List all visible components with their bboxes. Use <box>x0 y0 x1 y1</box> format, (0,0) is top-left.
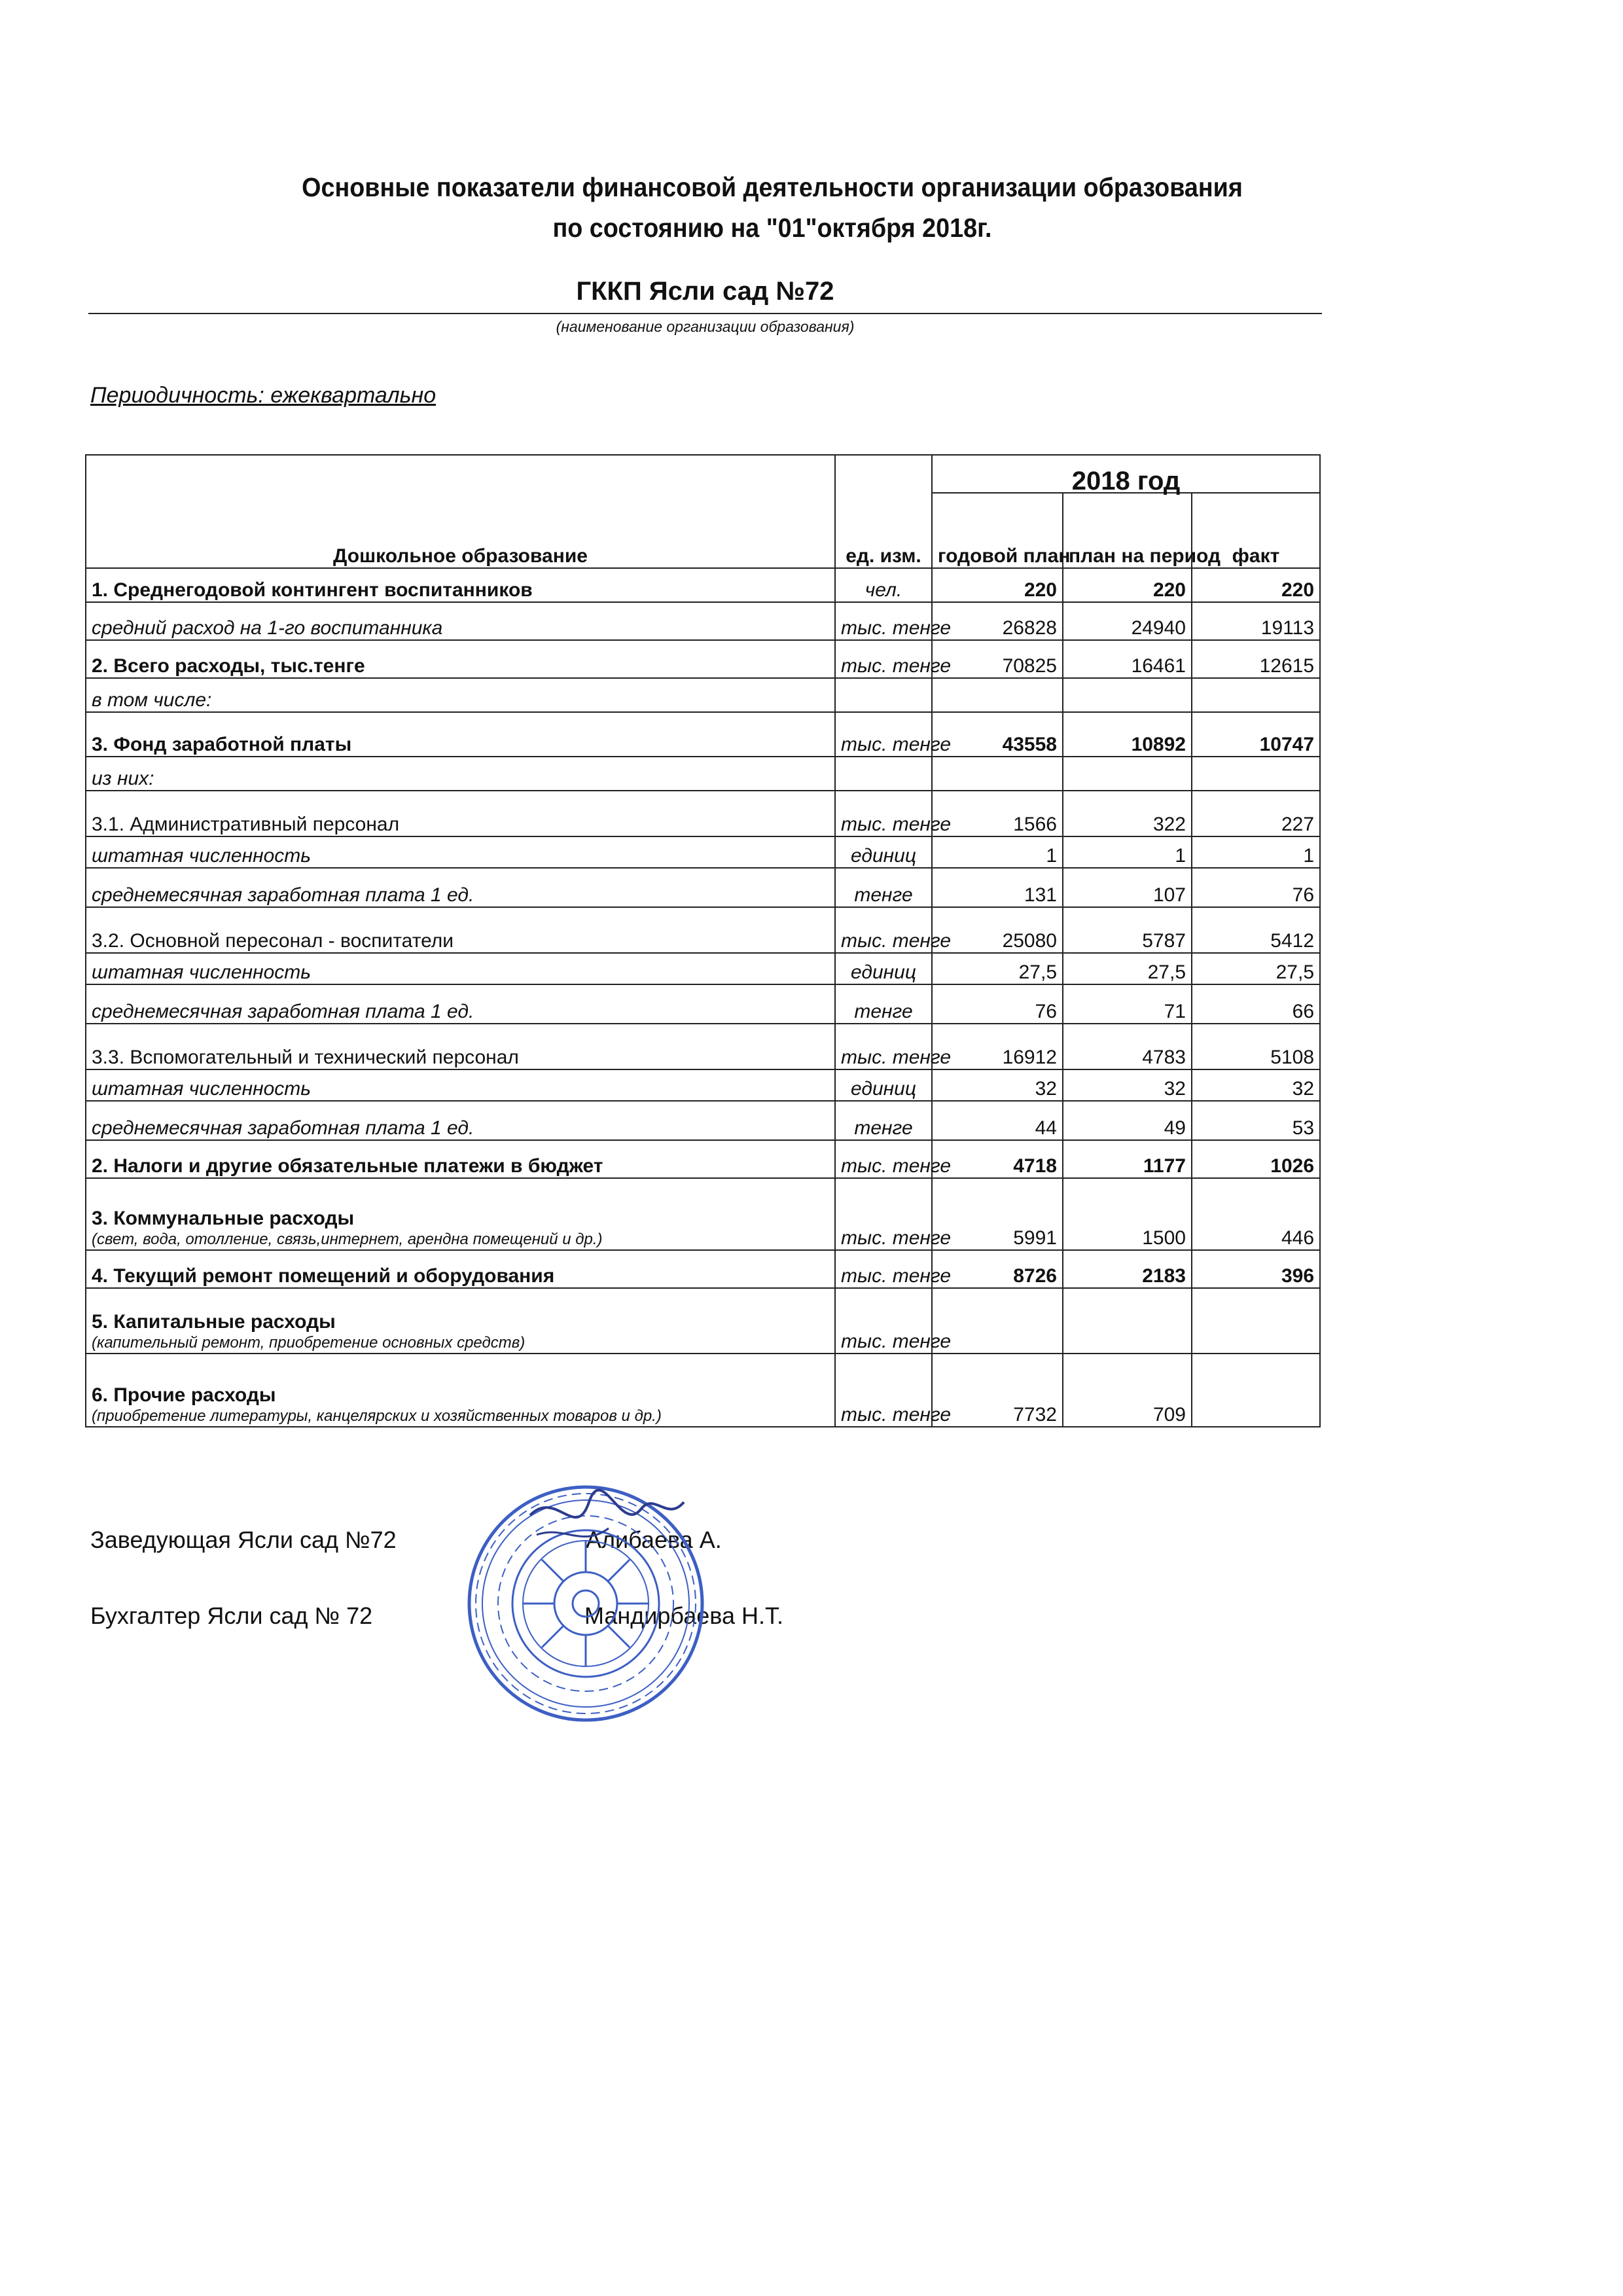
row-unit: тенге <box>835 1101 932 1140</box>
row-label-text: 3.1. Административный персонал <box>92 814 400 835</box>
accountant-signature-title: Бухгалтер Ясли сад № 72 <box>90 1602 373 1629</box>
row-value-fact <box>1192 1288 1320 1354</box>
row-value-annual <box>932 757 1063 791</box>
table-row <box>86 712 1320 757</box>
row-value-annual: 44 <box>932 1101 1063 1140</box>
row-label-text: 3.2. Основной пересонал - воспитатели <box>92 930 454 952</box>
row-label-text: 1. Среднегодовой контингент воспитанников <box>92 579 533 601</box>
row-label <box>86 1101 835 1140</box>
table-row <box>86 1354 1320 1427</box>
header-section: Дошкольное образование <box>86 455 835 568</box>
row-value-annual: 25080 <box>932 907 1063 953</box>
row-value-fact: 5412 <box>1192 907 1320 953</box>
row-value-period: 71 <box>1063 984 1192 1024</box>
table-row <box>86 984 1320 1024</box>
table-row <box>86 791 1320 836</box>
row-label-text: 2. Налоги и другие обязательные платежи в бюджет <box>92 1155 603 1177</box>
row-label <box>86 640 835 678</box>
row-value-fact: 66 <box>1192 984 1320 1024</box>
table-row <box>86 1250 1320 1288</box>
row-value-period: 220 <box>1063 568 1192 602</box>
row-sublabel: (капительный ремонт, приобретение основных средств) <box>92 1334 526 1352</box>
organization-name: ГККП Ясли сад №72 <box>576 277 834 306</box>
row-value-annual: 26828 <box>932 602 1063 640</box>
row-value-fact: 53 <box>1192 1101 1320 1140</box>
row-label <box>86 757 835 791</box>
row-value-period: 16461 <box>1063 640 1192 678</box>
row-label-text: среднемесячная заработная плата 1 ед. <box>92 884 474 906</box>
row-value-period <box>1063 678 1192 712</box>
table-row <box>86 907 1320 953</box>
row-label-text: 6. Прочие расходы <box>92 1384 276 1406</box>
row-unit: единиц <box>835 953 932 984</box>
title-line-2: по состоянию на "01"октября 2018г. <box>552 213 992 243</box>
table-row <box>86 568 1320 602</box>
head-signature-name: Алибаева А. <box>586 1526 722 1553</box>
row-unit: тыс. тенге <box>835 907 932 953</box>
row-value-annual: 1 <box>932 836 1063 868</box>
row-value-period <box>1063 757 1192 791</box>
row-value-period: 4783 <box>1063 1024 1192 1069</box>
row-value-fact: 76 <box>1192 868 1320 907</box>
row-value-fact: 19113 <box>1192 602 1320 640</box>
row-label-text: 4. Текущий ремонт помещений и оборудования <box>92 1265 555 1287</box>
table-row <box>86 1024 1320 1069</box>
row-label <box>86 953 835 984</box>
row-value-fact: 1 <box>1192 836 1320 868</box>
row-value-fact: 32 <box>1192 1069 1320 1101</box>
row-unit: тыс. тенге <box>835 1250 932 1288</box>
accountant-signature-name: Мандирбаева Н.Т. <box>584 1602 784 1629</box>
row-label <box>86 1178 835 1250</box>
row-label-text: 3. Фонд заработной платы <box>92 734 352 755</box>
row-value-period: 49 <box>1063 1101 1192 1140</box>
financial-table <box>85 454 1321 1427</box>
row-label <box>86 568 835 602</box>
table-row <box>86 678 1320 712</box>
periodicity: Периодичность: ежеквартально <box>90 383 437 408</box>
table-row <box>86 1069 1320 1101</box>
row-label-text: среднемесячная заработная плата 1 ед. <box>92 1001 474 1022</box>
row-value-period: 5787 <box>1063 907 1192 953</box>
header-year: 2018 год <box>932 455 1320 493</box>
row-value-period: 1 <box>1063 836 1192 868</box>
row-label <box>86 1140 835 1178</box>
row-value-period: 27,5 <box>1063 953 1192 984</box>
row-label <box>86 836 835 868</box>
row-unit: чел. <box>835 568 932 602</box>
row-unit: единиц <box>835 836 932 868</box>
row-label-text: среднемесячная заработная плата 1 ед. <box>92 1117 474 1139</box>
title-line-1: Основные показатели финансовой деятельности организации образования <box>302 172 1243 202</box>
row-value-annual: 8726 <box>932 1250 1063 1288</box>
row-label-text: 5. Капитальные расходы <box>92 1311 336 1333</box>
row-value-annual: 4718 <box>932 1140 1063 1178</box>
header-row-1 <box>86 455 1320 493</box>
row-value-fact: 27,5 <box>1192 953 1320 984</box>
table-row <box>86 1101 1320 1140</box>
table-row <box>86 1140 1320 1178</box>
row-label <box>86 678 835 712</box>
row-value-annual <box>932 678 1063 712</box>
row-value-period: 1177 <box>1063 1140 1192 1178</box>
table-row <box>86 640 1320 678</box>
organization-caption: (наименование организации образования) <box>556 318 855 335</box>
row-value-fact: 10747 <box>1192 712 1320 757</box>
table-row <box>86 1288 1320 1354</box>
row-value-fact: 12615 <box>1192 640 1320 678</box>
row-label-text: штатная численность <box>92 961 312 983</box>
row-unit: единиц <box>835 1069 932 1101</box>
row-label-text: в том числе: <box>92 689 212 711</box>
row-value-annual: 7732 <box>932 1354 1063 1427</box>
row-sublabel: (свет, вода, отолление, связь,интернет, арендна помещений и др.) <box>92 1230 603 1248</box>
row-label <box>86 1288 835 1354</box>
row-value-period: 322 <box>1063 791 1192 836</box>
row-sublabel: (приобретение литературы, канцелярских и хозяйственных товаров и др.) <box>92 1407 662 1425</box>
row-value-period: 1500 <box>1063 1178 1192 1250</box>
row-label-text: 2. Всего расходы, тыс.тенге <box>92 655 365 677</box>
table-row <box>86 868 1320 907</box>
row-unit: тенге <box>835 868 932 907</box>
row-unit: тыс. тенге <box>835 1140 932 1178</box>
row-unit: тыс. тенге <box>835 1178 932 1250</box>
row-value-period: 2183 <box>1063 1250 1192 1288</box>
row-value-fact: 227 <box>1192 791 1320 836</box>
row-value-period: 10892 <box>1063 712 1192 757</box>
row-unit: тыс. тенге <box>835 640 932 678</box>
row-label-text: из них: <box>92 768 154 789</box>
row-value-annual: 220 <box>932 568 1063 602</box>
row-unit: тыс. тенге <box>835 1024 932 1069</box>
table-row <box>86 602 1320 640</box>
row-value-annual: 1566 <box>932 791 1063 836</box>
header-annual-plan: годовой план <box>932 493 1063 568</box>
row-value-fact <box>1192 757 1320 791</box>
row-label <box>86 1024 835 1069</box>
row-value-fact: 396 <box>1192 1250 1320 1288</box>
row-unit <box>835 678 932 712</box>
row-unit: тыс. тенге <box>835 602 932 640</box>
row-label-text: штатная численность <box>92 1078 312 1100</box>
row-value-fact: 446 <box>1192 1178 1320 1250</box>
row-value-fact <box>1192 1354 1320 1427</box>
row-value-annual: 70825 <box>932 640 1063 678</box>
row-label-text: 3. Коммунальные расходы <box>92 1208 355 1229</box>
row-value-period: 24940 <box>1063 602 1192 640</box>
row-value-annual: 32 <box>932 1069 1063 1101</box>
row-unit: тыс. тенге <box>835 1354 932 1427</box>
row-label <box>86 712 835 757</box>
row-label-text: средний расход на 1-го воспитанника <box>92 617 443 639</box>
row-unit <box>835 757 932 791</box>
row-label-text: 3.3. Вспомогательный и технический персонал <box>92 1047 519 1068</box>
row-label <box>86 1069 835 1101</box>
row-value-annual: 27,5 <box>932 953 1063 984</box>
row-unit: тенге <box>835 984 932 1024</box>
table-row <box>86 953 1320 984</box>
head-signature-title: Заведующая Ясли сад №72 <box>90 1526 397 1553</box>
row-unit: тыс. тенге <box>835 712 932 757</box>
row-label <box>86 1250 835 1288</box>
header-fact: факт <box>1192 493 1320 568</box>
row-label <box>86 791 835 836</box>
row-label-text: штатная численность <box>92 845 312 867</box>
row-value-annual <box>932 1288 1063 1354</box>
row-value-annual: 76 <box>932 984 1063 1024</box>
row-value-annual: 5991 <box>932 1178 1063 1250</box>
row-value-period: 32 <box>1063 1069 1192 1101</box>
row-value-period: 107 <box>1063 868 1192 907</box>
header-period-plan: план на период <box>1063 493 1192 568</box>
row-unit: тыс. тенге <box>835 791 932 836</box>
table-row <box>86 1178 1320 1250</box>
row-value-period <box>1063 1288 1192 1354</box>
row-label <box>86 984 835 1024</box>
row-unit: тыс. тенге <box>835 1288 932 1354</box>
row-label <box>86 868 835 907</box>
row-label <box>86 1354 835 1427</box>
row-value-annual: 16912 <box>932 1024 1063 1069</box>
table-row <box>86 836 1320 868</box>
row-value-period: 709 <box>1063 1354 1192 1427</box>
row-value-annual: 43558 <box>932 712 1063 757</box>
row-value-fact <box>1192 678 1320 712</box>
row-value-fact: 1026 <box>1192 1140 1320 1178</box>
row-value-fact: 5108 <box>1192 1024 1320 1069</box>
row-label <box>86 602 835 640</box>
organization-underline <box>88 313 1322 314</box>
table-row <box>86 757 1320 791</box>
row-label <box>86 907 835 953</box>
header-unit: ед. изм. <box>835 455 932 568</box>
document-title <box>140 167 1404 248</box>
row-value-fact: 220 <box>1192 568 1320 602</box>
official-seal-icon <box>425 1463 792 1725</box>
row-value-annual: 131 <box>932 868 1063 907</box>
